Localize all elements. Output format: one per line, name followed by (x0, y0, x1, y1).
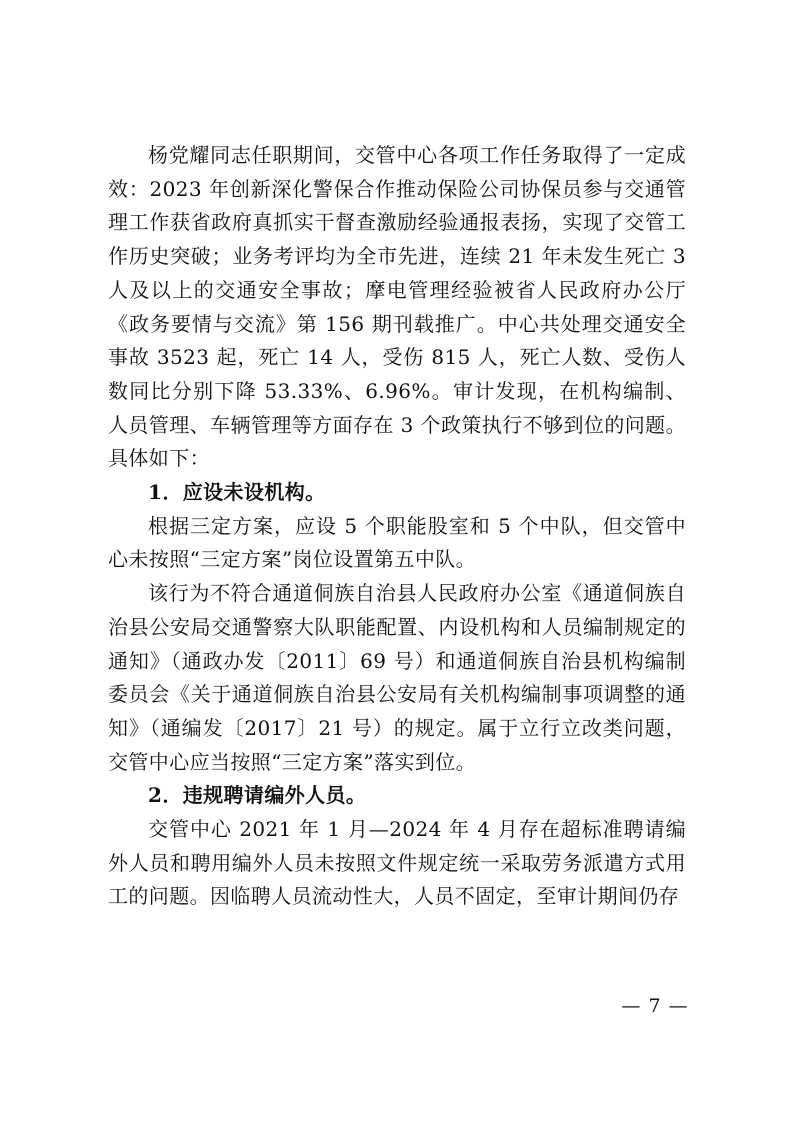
page-number: — 7 — (621, 995, 689, 1017)
document-body (108, 139, 686, 914)
section-heading-1: 1．应设未设机构。 (148, 480, 326, 505)
intro-paragraph: 杨党耀同志任职期间，交管中心各项工作任务取得了一定成效：2023 年创新深化警保合作推动保险公司协保员参与交通管理工作获省政府真抓实干督查激励经验通报表扬，实现了交管工作历史突破；业务考评均为全市先进，连续 21 年未发生死亡 3 人及以上的交通安全事故；摩电管理经验被省人民政府办公厅《政务要情与交流》第 156 期刊载推广。中心共处理交通安全事故 3523 起，死亡 14 人，受伤 815 人，死亡人数、受伤人数同比分别下降 53.33%、6.96%。审计发现，在机构编制、人员管理、车辆管理等方面存在 3 个政策执行不够到位的问题。具体如下： (108, 143, 686, 471)
section-2-paragraph-1: 交管中心 2021 年 1 月—2024 年 4 月存在超标准聘请编外人员和聘用编外人员未按照文件规定统一采取劳务派遣方式用工的问题。因临聘人员流动性大，人员不固定，至审计期间仍存 (108, 817, 686, 909)
section-1-paragraph-2: 该行为不符合通道侗族自治县人民政府办公室《通道侗族自治县公安局交通警察大队职能配置、内设机构和人员编制规定的通知》（通政办发〔2011〕69 号）和通道侗族自治县机构编制委员会《关于通道侗族自治县公安局有关机构编制事项调整的通知》（通编发〔2017〕21 号）的规定。属于立行立改类问题，交管中心应当按照“三定方案”落实到位。 (108, 581, 686, 774)
section-1-paragraph-1: 根据三定方案，应设 5 个职能股室和 5 个中队，但交管中心未按照“三定方案”岗位设置第五中队。 (108, 513, 686, 572)
section-heading-2: 2．违规聘请编外人员。 (148, 783, 367, 808)
